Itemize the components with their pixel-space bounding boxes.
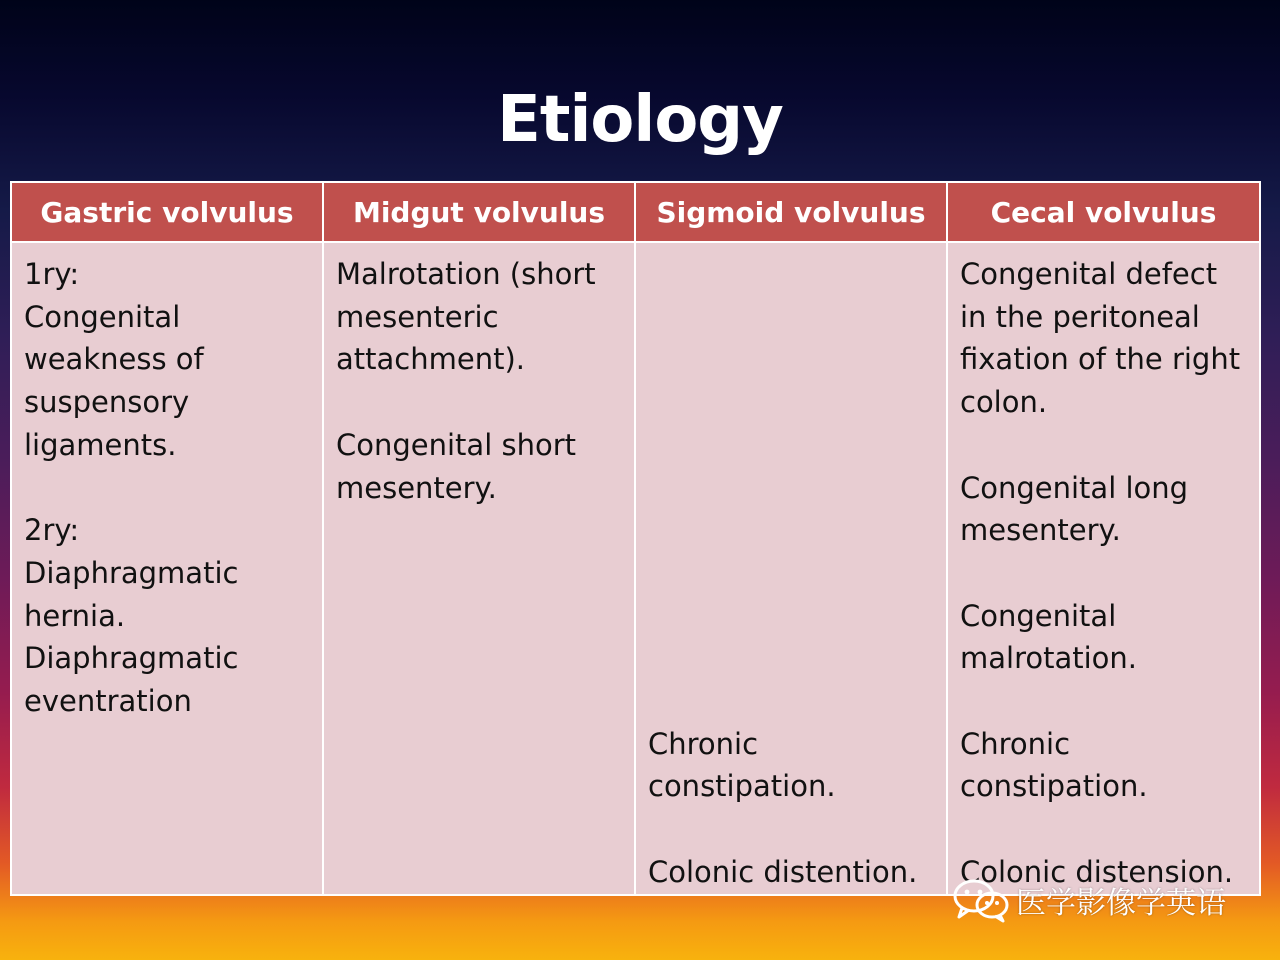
cell-line: malrotation. [960, 641, 1138, 676]
cell-line: colon. [960, 385, 1048, 420]
cell-line: Diaphragmatic [24, 641, 239, 676]
cell-line: attachment). [336, 342, 525, 377]
cell-line: Congenital long [960, 470, 1189, 505]
cell-line [648, 253, 934, 296]
table-row [11, 242, 1260, 895]
cell-line: ligaments. [24, 427, 177, 462]
cell-line [960, 808, 1247, 851]
cell-line: Congenital [24, 299, 181, 334]
cell-line [336, 381, 622, 424]
cell-line [648, 595, 934, 638]
cell-line [960, 680, 1247, 723]
cell-line [648, 509, 934, 552]
cell-line: Colonic distension. [960, 854, 1234, 889]
cell-line: in the peritoneal [960, 299, 1200, 334]
cell-line: weakness of [24, 342, 204, 377]
header-cecal-volvulus: Cecal volvulus [947, 182, 1260, 242]
cell-line: constipation. [648, 769, 836, 804]
cell-line [648, 552, 934, 595]
cell-line: Congenital [960, 598, 1117, 633]
cell-line: 1ry: [24, 257, 80, 291]
cell-line: 2ry: [24, 513, 80, 548]
cell-line [648, 680, 934, 723]
cell-line: Chronic [648, 726, 759, 761]
cell-line [648, 381, 934, 424]
cell-line [648, 424, 934, 467]
wechat-watermark [952, 876, 1226, 924]
cell-line [648, 637, 934, 680]
cell-sigmoid-etiology [635, 242, 947, 895]
cell-line: suspensory [24, 385, 190, 420]
cell-line [648, 808, 934, 851]
cell-line: Colonic distention. [648, 854, 918, 889]
cell-line [648, 296, 934, 339]
cell-line: Congenital short [336, 427, 577, 462]
cell-line [960, 552, 1247, 595]
cell-line: Diaphragmatic [24, 555, 239, 590]
cell-line: Chronic [960, 726, 1071, 761]
cell-line [24, 467, 310, 510]
cell-line: Congenital defect [960, 257, 1218, 291]
cell-line: eventration [24, 684, 192, 719]
header-gastric-volvulus: Gastric volvulus [11, 182, 323, 242]
cell-midgut-etiology [323, 242, 635, 895]
slide-title: Etiology [497, 83, 783, 157]
cell-line [648, 466, 934, 509]
header-midgut-volvulus: Midgut volvulus [323, 182, 635, 242]
table-header-row [11, 182, 1260, 242]
cell-line: fixation of the right [960, 342, 1241, 377]
cell-line: mesentery. [960, 513, 1121, 548]
cell-line [960, 424, 1247, 467]
header-sigmoid-volvulus: Sigmoid volvulus [635, 182, 947, 242]
cell-line [648, 338, 934, 381]
wechat-icon [952, 877, 1010, 923]
cell-line: Malrotation (short [336, 257, 596, 291]
watermark-text: 医学影像学英语 [1016, 886, 1226, 921]
cell-line: hernia. [24, 598, 126, 633]
etiology-table [10, 181, 1261, 896]
cell-line: mesentery. [336, 470, 497, 505]
cell-gastric-etiology [11, 242, 323, 895]
cell-line: constipation. [960, 769, 1148, 804]
cell-cecal-etiology [947, 242, 1260, 895]
cell-line: mesenteric [336, 299, 499, 334]
